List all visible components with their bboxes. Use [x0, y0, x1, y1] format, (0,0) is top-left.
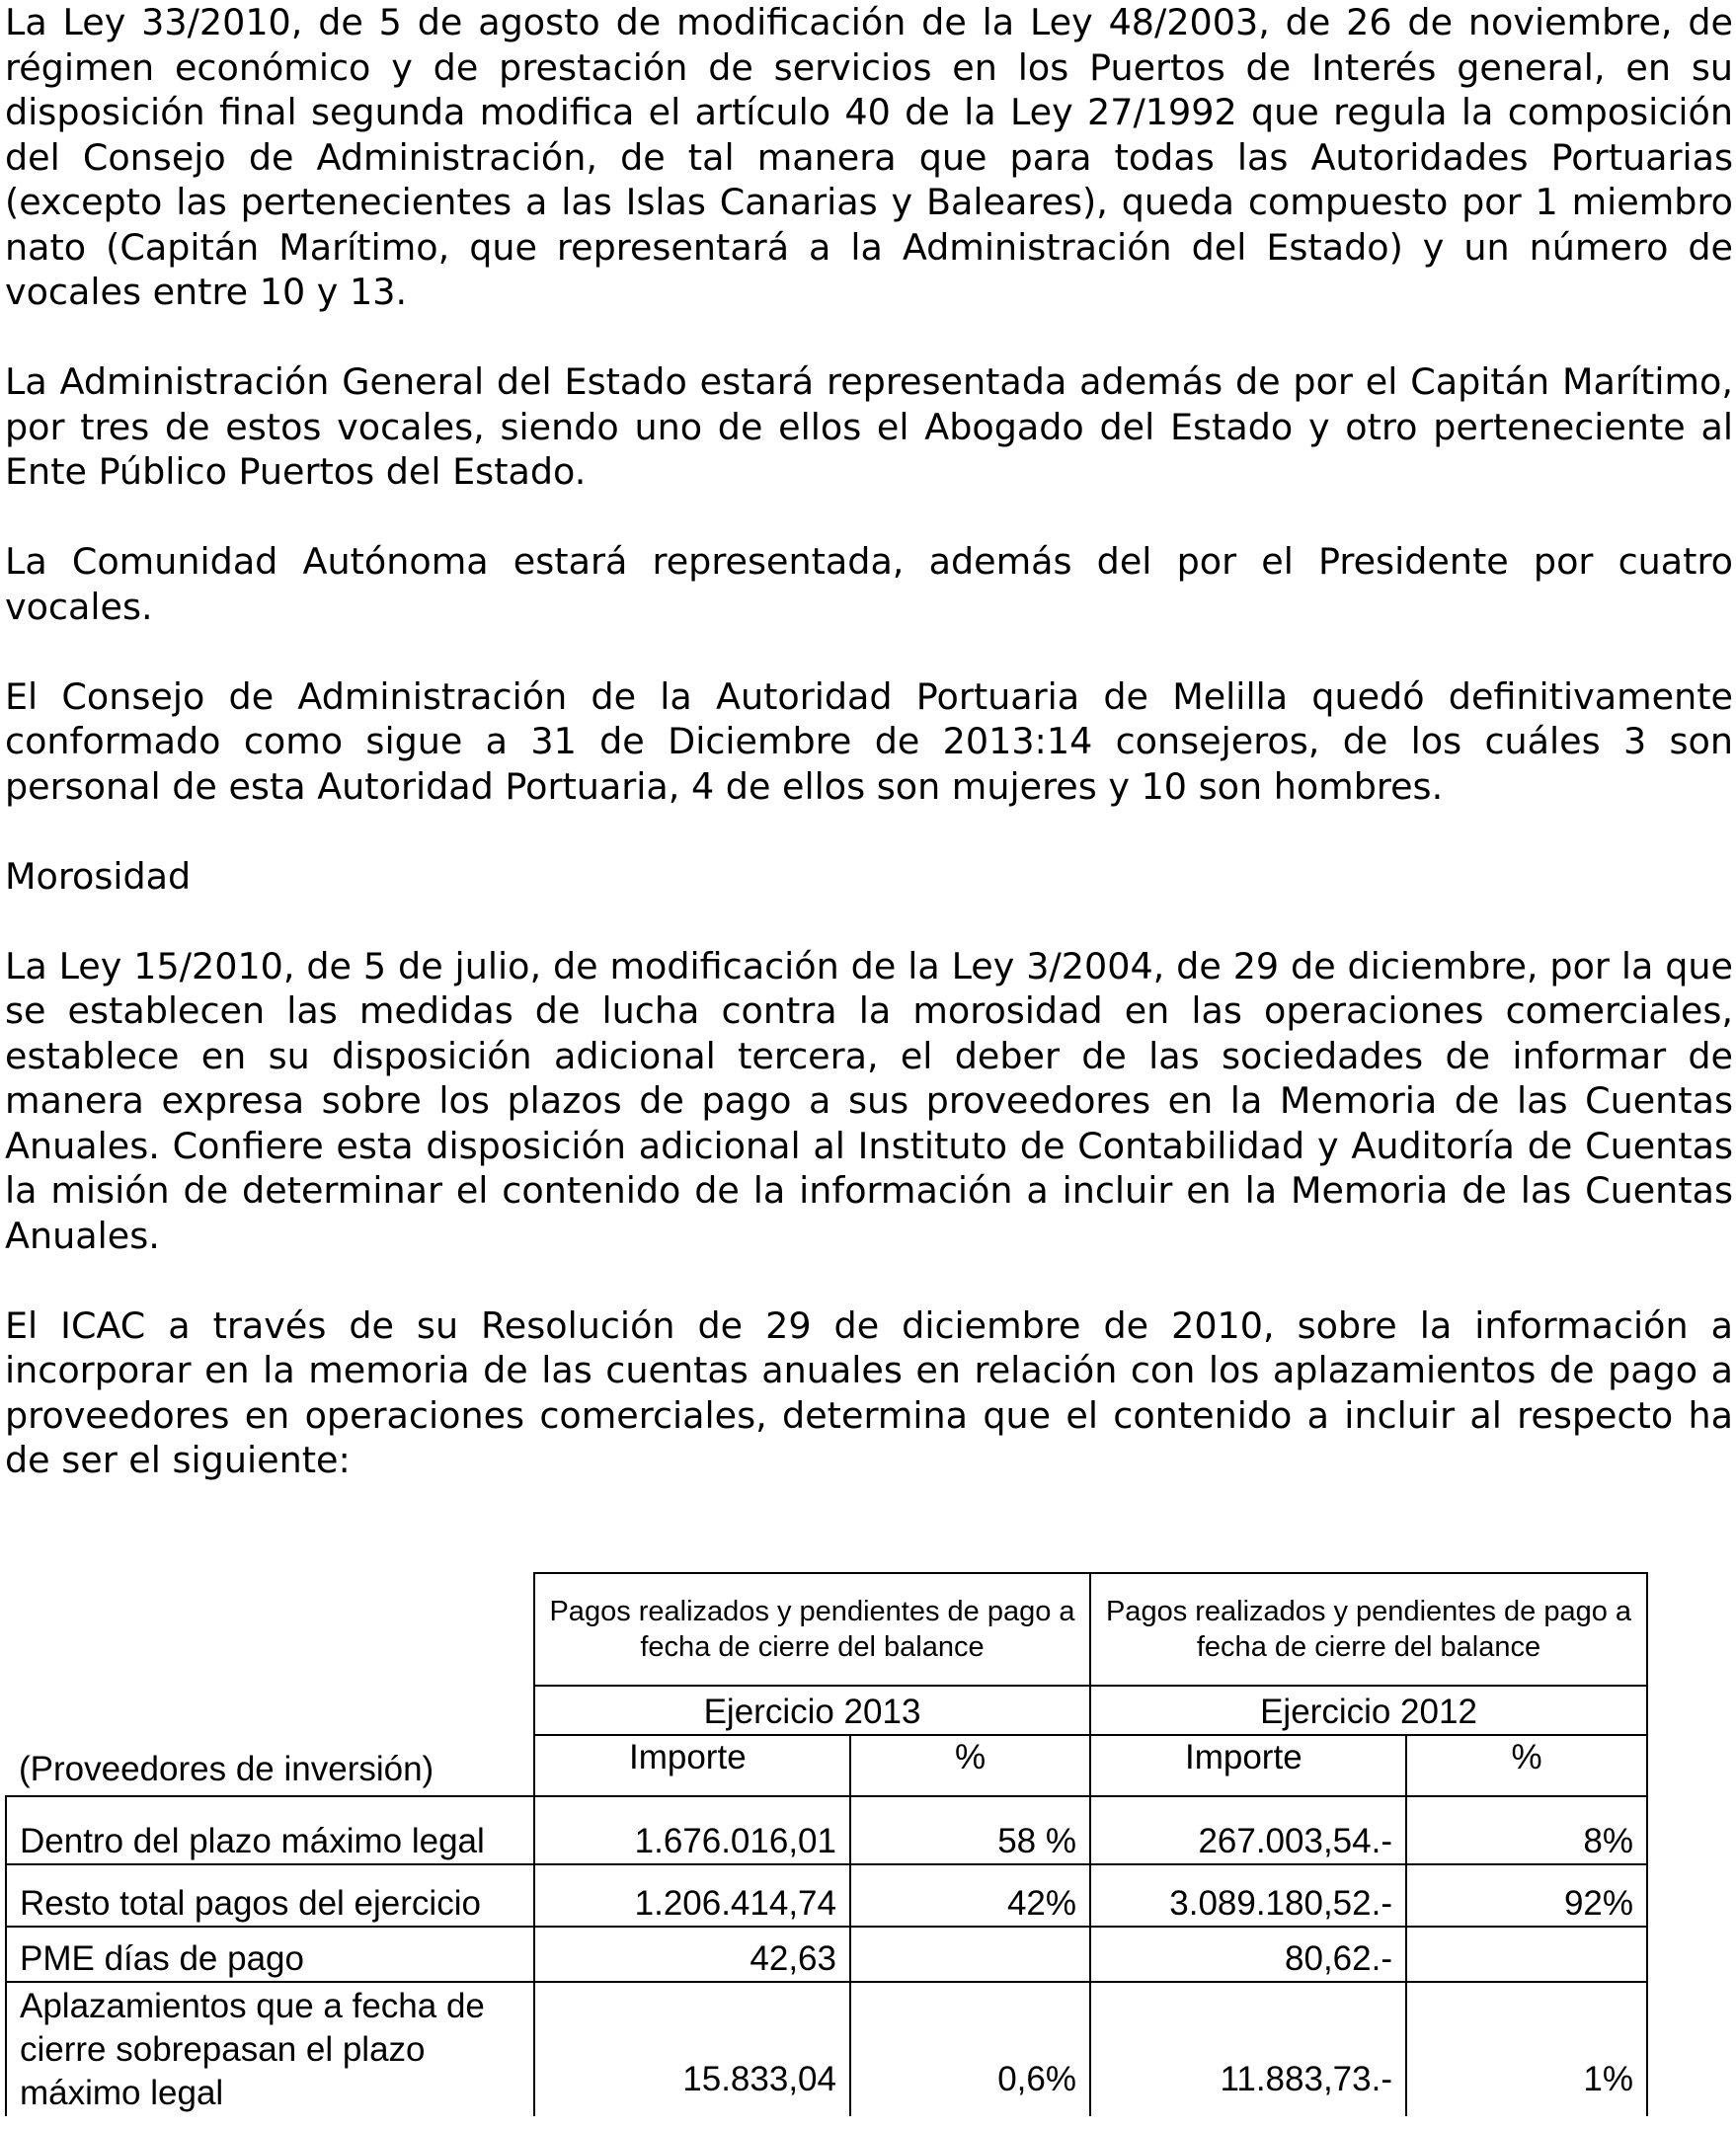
- importe-2013-label: Importe: [534, 1735, 850, 1796]
- year-2013: Ejercicio 2013: [534, 1686, 1090, 1735]
- section-heading-morosidad: Morosidad: [5, 854, 192, 898]
- table-header-row: [6, 1573, 1647, 1686]
- percent-2012: 92%: [1406, 1864, 1647, 1927]
- document-body: [5, 0, 1733, 1483]
- importe-2012-label: Importe: [1090, 1735, 1406, 1796]
- header-2013: Pagos realizados y pendientes de pago a fecha de cierre del balance: [534, 1573, 1090, 1686]
- paragraph-ley-morosidad: La Ley 15/2010, de 5 de julio, de modificación de la Ley 3/2004, de 29 de diciembre, por la que se establecen las medidas de lucha contra la morosidad en las operaciones comerciales, establece en su disposición adicional tercera, el deber de las sociedades de informar de manera expresa sobre los plazos de pago a sus proveedores en la Memoria de las Cuentas Anuales. Confiere esta disposición adicional al Instituto de Contabilidad y Auditoría de Cuentas la misión de determinar el contenido de la información a incluir en la Memoria de las Cuentas Anuales.: [5, 944, 1733, 1257]
- importe-2012: 11.883,73.-: [1090, 1982, 1406, 2116]
- importe-2012: 80,62.-: [1090, 1927, 1406, 1982]
- year-row: [6, 1686, 1647, 1735]
- year-2012: Ejercicio 2012: [1090, 1686, 1647, 1735]
- header-2012: Pagos realizados y pendientes de pago a fecha de cierre del balance: [1090, 1573, 1647, 1686]
- payments-table: [5, 1572, 1648, 2116]
- paragraph-comunidad-autonoma: La Comunidad Autónoma estará representada, además del por el Presidente por cuatro vocales.: [5, 540, 1733, 628]
- row-label: Resto total pagos del ejercicio: [6, 1864, 534, 1927]
- table-row: [6, 1982, 1647, 2116]
- percent-2012-label: %: [1406, 1735, 1647, 1796]
- importe-2013: 42,63: [534, 1927, 850, 1982]
- importe-2013: 1.206.414,74: [534, 1864, 850, 1927]
- paragraph-administracion-estado: La Administración General del Estado estará representada además de por el Capitán Marítimo, por tres de estos vocales, siendo uno de ellos el Abogado del Estado y otro perteneciente al Ente Público Puertos del Estado.: [5, 360, 1733, 493]
- percent-2012: [1406, 1927, 1647, 1982]
- row-label: Dentro del plazo máximo legal: [6, 1796, 534, 1864]
- percent-2013: 42%: [850, 1864, 1090, 1927]
- row-label: Aplazamientos que a fecha de cierre sobrepasan el plazo máximo legal: [6, 1982, 534, 2116]
- importe-2013: 1.676.016,01: [534, 1796, 850, 1864]
- percent-2013: 58 %: [850, 1796, 1090, 1864]
- row-label-header: (Proveedores de inversión): [19, 1750, 434, 1788]
- percent-2013: 0,6%: [850, 1982, 1090, 2116]
- table-row: [6, 1796, 1647, 1864]
- percent-2013-label: %: [850, 1735, 1090, 1796]
- percent-2012: 1%: [1406, 1982, 1647, 2116]
- importe-2012: 267.003,54.-: [1090, 1796, 1406, 1864]
- percent-2012: 8%: [1406, 1796, 1647, 1864]
- table-row: [6, 1864, 1647, 1927]
- importe-2012: 3.089.180,52.-: [1090, 1864, 1406, 1927]
- paragraph-consejo-ley: La Ley 33/2010, de 5 de agosto de modificación de la Ley 48/2003, de 26 de noviembre, de régimen económico y de prestación de servicios en los Puertos de Interés general, en su disposición final segunda modifica el artículo 40 de la Ley 27/1992 que regula la composición del Consejo de Administración, de tal manera que para todas las Autoridades Portuarias (excepto las pertenecientes a las Islas Canarias y Baleares), queda compuesto por 1 miembro nato (Capitán Marítimo, que representará a la Administración del Estado) y un número de vocales entre 10 y 13.: [5, 1, 1733, 313]
- paragraph-consejo-melilla: El Consejo de Administración de la Autoridad Portuaria de Melilla quedó definitivamente conformado como sigue a 31 de Diciembre de 2013:14 consejeros, de los cuáles 3 son personal de esta Autoridad Portuaria, 4 de ellos son mujeres y 10 son hombres.: [5, 674, 1733, 808]
- paragraph-icac: El ICAC a través de su Resolución de 29 de diciembre de 2010, sobre la información a incorporar en la memoria de las cuentas anuales en relación con los aplazamientos de pago a proveedores en operaciones comerciales, determina que el contenido a incluir al respecto ha de ser el siguiente:: [5, 1303, 1733, 1481]
- percent-2013: [850, 1927, 1090, 1982]
- table-row: [6, 1927, 1647, 1982]
- row-label: PME días de pago: [6, 1927, 534, 1982]
- importe-2013: 15.833,04: [534, 1982, 850, 2116]
